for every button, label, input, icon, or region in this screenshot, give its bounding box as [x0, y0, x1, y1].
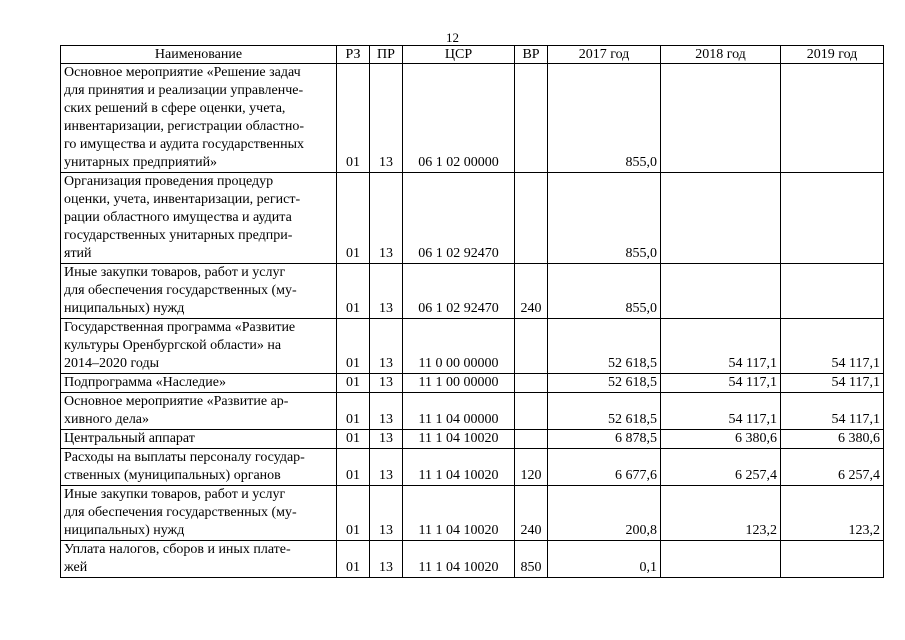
header-2017: 2017 год	[548, 46, 661, 64]
table-row	[61, 486, 884, 541]
row-2017: 52 618,5	[548, 319, 661, 374]
row-pr: 13	[370, 486, 403, 541]
row-2018: 6 257,4	[661, 449, 781, 486]
row-2018	[661, 264, 781, 319]
table-row	[61, 64, 884, 173]
row-pr: 13	[370, 541, 403, 578]
row-pr: 13	[370, 264, 403, 319]
row-2017: 855,0	[548, 64, 661, 173]
row-2018	[661, 173, 781, 264]
row-pr: 13	[370, 393, 403, 430]
table-row	[61, 541, 884, 578]
row-2017: 52 618,5	[548, 374, 661, 393]
row-name: Уплата налогов, сборов и иных плате- жей	[61, 541, 337, 578]
row-2017: 855,0	[548, 264, 661, 319]
row-csr: 11 1 04 10020	[403, 541, 515, 578]
row-2017: 855,0	[548, 173, 661, 264]
row-2017: 52 618,5	[548, 393, 661, 430]
row-name: Государственная программа «Развитие культуры Оренбургской области» на 2014–2020 годы	[61, 319, 337, 374]
row-2019: 54 117,1	[781, 319, 884, 374]
row-vr	[515, 319, 548, 374]
row-2019	[781, 264, 884, 319]
row-2019: 54 117,1	[781, 374, 884, 393]
row-name: Расходы на выплаты персоналу государ- ственных (муниципальных) органов	[61, 449, 337, 486]
row-rz: 01	[337, 430, 370, 449]
row-2018: 123,2	[661, 486, 781, 541]
table-row	[61, 264, 884, 319]
row-rz: 01	[337, 486, 370, 541]
row-name: Подпрограмма «Наследие»	[61, 374, 337, 393]
row-csr: 11 1 04 10020	[403, 449, 515, 486]
row-rz: 01	[337, 264, 370, 319]
row-vr	[515, 430, 548, 449]
row-rz: 01	[337, 319, 370, 374]
row-vr	[515, 374, 548, 393]
row-csr: 06 1 02 00000	[403, 64, 515, 173]
row-2017: 0,1	[548, 541, 661, 578]
row-csr: 11 1 04 10020	[403, 486, 515, 541]
table-row	[61, 430, 884, 449]
row-2017: 6 677,6	[548, 449, 661, 486]
row-vr	[515, 64, 548, 173]
row-2019: 54 117,1	[781, 393, 884, 430]
row-name: Иные закупки товаров, работ и услуг для обеспечения государственных (му- ниципальных) нужд	[61, 264, 337, 319]
row-csr: 11 1 04 10020	[403, 430, 515, 449]
row-rz: 01	[337, 374, 370, 393]
row-name: Основное мероприятие «Решение задач для принятия и реализации управленче- ских решений в сфере оценки, учета, инвентаризации, регистрации областно- го имущества и аудита государственных унитарных предприятий»	[61, 64, 337, 173]
table-row	[61, 374, 884, 393]
row-2019	[781, 64, 884, 173]
row-vr: 850	[515, 541, 548, 578]
budget-table	[60, 45, 884, 578]
row-pr: 13	[370, 449, 403, 486]
header-vr: ВР	[515, 46, 548, 64]
row-pr: 13	[370, 64, 403, 173]
row-pr: 13	[370, 173, 403, 264]
row-2018	[661, 64, 781, 173]
row-2017: 6 878,5	[548, 430, 661, 449]
row-vr: 240	[515, 486, 548, 541]
row-name: Центральный аппарат	[61, 430, 337, 449]
row-2018	[661, 541, 781, 578]
table-row	[61, 173, 884, 264]
row-vr: 120	[515, 449, 548, 486]
row-rz: 01	[337, 393, 370, 430]
row-2019: 6 257,4	[781, 449, 884, 486]
header-pr: ПР	[370, 46, 403, 64]
row-vr	[515, 173, 548, 264]
row-name: Организация проведения процедур оценки, учета, инвентаризации, регист- рации областного имущества и аудита государственных унитарных предпри- ятий	[61, 173, 337, 264]
row-name: Основное мероприятие «Развитие ар- хивного дела»	[61, 393, 337, 430]
row-2018: 6 380,6	[661, 430, 781, 449]
row-2018: 54 117,1	[661, 374, 781, 393]
row-vr: 240	[515, 264, 548, 319]
header-name: Наименование	[61, 46, 337, 64]
header-rz: РЗ	[337, 46, 370, 64]
row-csr: 11 0 00 00000	[403, 319, 515, 374]
header-2018: 2018 год	[661, 46, 781, 64]
table-header	[61, 46, 884, 64]
header-csr: ЦСР	[403, 46, 515, 64]
row-rz: 01	[337, 64, 370, 173]
row-rz: 01	[337, 449, 370, 486]
row-2018: 54 117,1	[661, 393, 781, 430]
row-2017: 200,8	[548, 486, 661, 541]
row-csr: 06 1 02 92470	[403, 264, 515, 319]
row-2019	[781, 173, 884, 264]
row-rz: 01	[337, 173, 370, 264]
table-body	[61, 64, 884, 578]
row-2019: 123,2	[781, 486, 884, 541]
row-2019	[781, 541, 884, 578]
row-csr: 06 1 02 92470	[403, 173, 515, 264]
page-number: 12	[446, 30, 459, 45]
row-pr: 13	[370, 319, 403, 374]
row-rz: 01	[337, 541, 370, 578]
row-name: Иные закупки товаров, работ и услуг для обеспечения государственных (му- ниципальных) нужд	[61, 486, 337, 541]
row-pr: 13	[370, 430, 403, 449]
row-2018: 54 117,1	[661, 319, 781, 374]
row-pr: 13	[370, 374, 403, 393]
table-row	[61, 449, 884, 486]
header-2019: 2019 год	[781, 46, 884, 64]
row-2019: 6 380,6	[781, 430, 884, 449]
header-row	[61, 46, 884, 64]
row-vr	[515, 393, 548, 430]
row-csr: 11 1 00 00000	[403, 374, 515, 393]
table-row	[61, 319, 884, 374]
row-csr: 11 1 04 00000	[403, 393, 515, 430]
table-row	[61, 393, 884, 430]
